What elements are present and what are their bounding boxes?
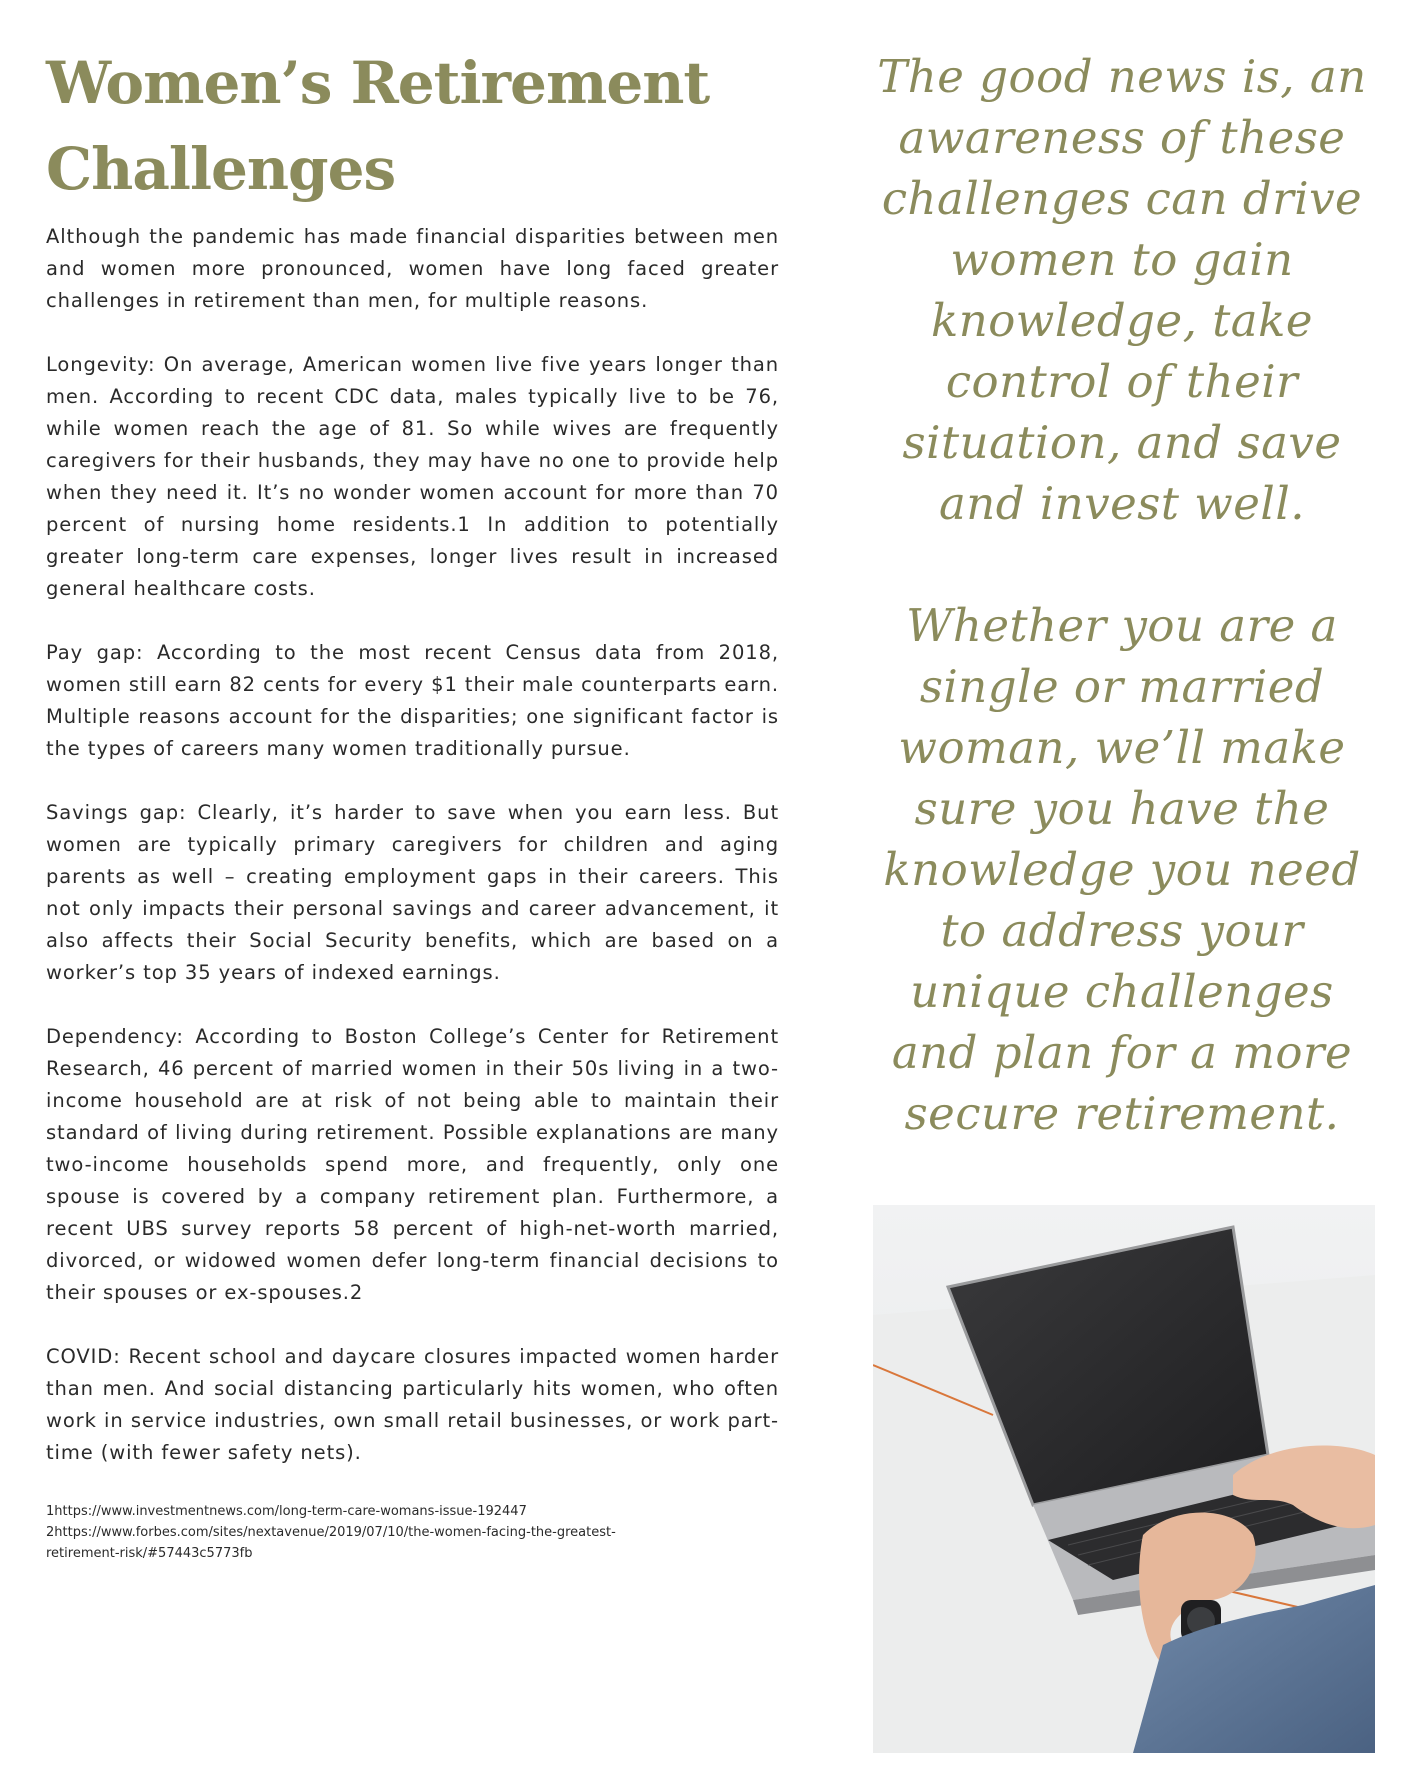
article-body [46,221,779,1564]
savings-gap-paragraph: Savings gap: Clearly, it’s harder to save when you earn less. But women are typically primary caregivers for children and aging parents as well – creating employment gaps in their careers. This not only impacts their personal savings and career advancement, it also affects their Social Security benefits, which are based on a worker’s top 35 years of indexed earnings. [46,801,779,984]
laptop-photo [873,1205,1375,1753]
dependency-paragraph: Dependency: According to Boston College’s Center for Retirement Research, 46 percent of married women in their 50s living in a two-income household are at risk of not being able to maintain their standard of living during retirement. Possible explanations are many two-income households spend more, and frequently, only one spouse is covered by a company retirement plan. Furthermore, a recent UBS survey reports 58 percent of high-net-worth married, divorced, or widowed women defer long-term financial decisions to their spouses or ex-spouses.2 [46,1025,779,1304]
covid-paragraph: COVID: Recent school and daycare closures impacted women harder than men. And social distancing particularly hits women, who often work in service industries, own small retail businesses, or work part-time (with fewer safety nets). [46,1345,779,1464]
footnotes [46,1501,686,1564]
pull-quote-column [872,46,1372,1144]
laptop-photo-illustration [873,1205,1375,1753]
page-title: Women’s Retirement Challenges [46,49,710,203]
intro-paragraph: Although the pandemic has made financial disparities between men and women more pronounced, women have long faced greater challenges in retirement than men, for multiple reasons. [46,225,779,312]
footnote-1: 1https://www.investmentnews.com/long-term-care-womans-issue-192447 [46,1504,527,1519]
pull-quote-whether: Whether you are a single or married woman, we’ll make sure you have the knowledge you need to address your unique challenges and plan for a more secure retirement. [883,599,1361,1140]
footnote-2: 2https://www.forbes.com/sites/nextavenue/2019/07/10/the-women-facing-the-greatest-retirement-risk/#57443c5773fb [46,1525,616,1561]
longevity-paragraph: Longevity: On average, American women live five years longer than men. According to recent CDC data, males typically live to be 76, while women reach the age of 81. So while wives are frequently caregivers for their husbands, they may have no one to provide help when they need it. It’s no wonder women account for more than 70 percent of nursing home residents.1 In addition to potentially greater long-term care expenses, longer lives result in increased general healthcare costs. [46,353,779,600]
pay-gap-paragraph: Pay gap: According to the most recent Census data from 2018, women still earn 82 cents for every $1 their male counterparts earn. Multiple reasons account for the disparities; one significant factor is the types of careers many women traditionally pursue. [46,641,779,760]
pull-quote-good-news: The good news is, an awareness of these challenges can drive women to gain knowledge, take control of their situation, and save and invest well. [877,50,1367,530]
